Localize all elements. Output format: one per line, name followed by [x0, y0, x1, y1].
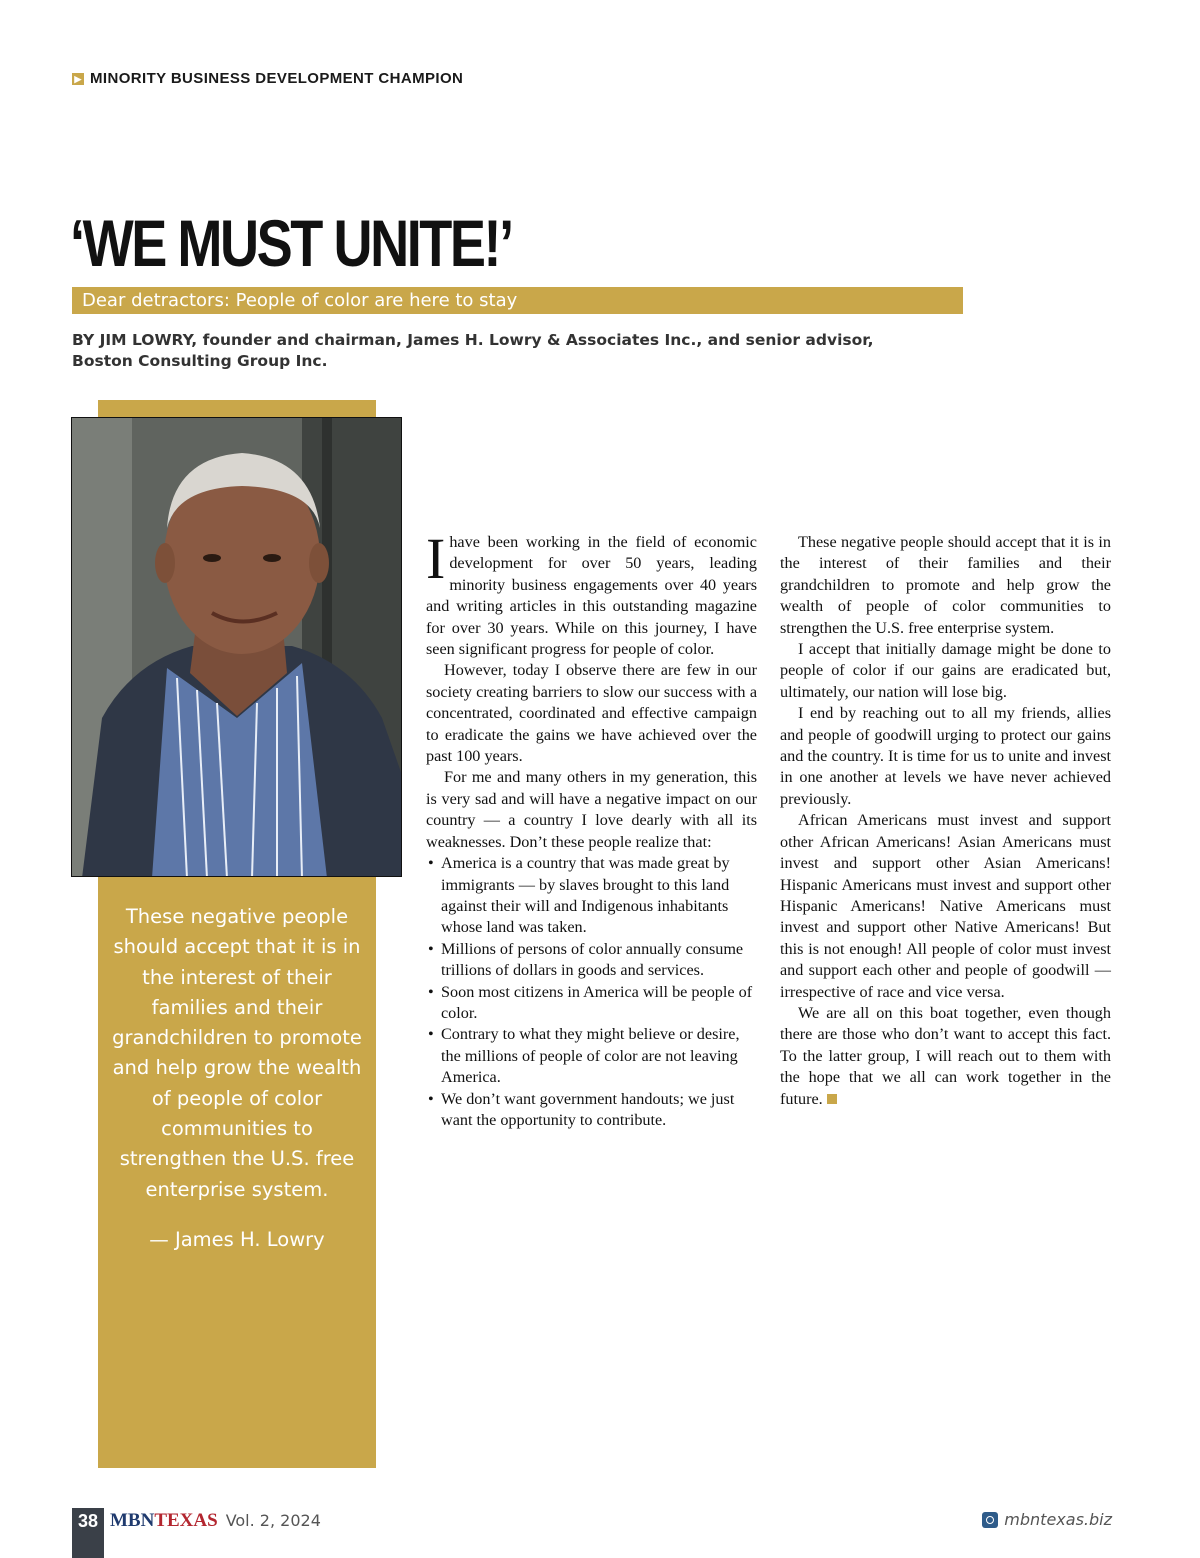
footer-website[interactable]	[982, 1510, 1112, 1529]
arrow-right-box-icon: ▶	[72, 73, 84, 85]
pullquote-text: These negative people should accept that it is in the interest of their families and their grandchildren to promote and help grow the wealth of people of color communities to strengthen the U.S. free enterprise system.	[112, 905, 362, 1201]
subhead: Dear detractors: People of color are here to stay	[72, 287, 963, 314]
list-item: • Contrary to what they might believe or desire, the millions of people of color are not leaving America.	[426, 1024, 757, 1088]
portrait-photo-icon	[71, 417, 402, 877]
paragraph: However, today I observe there are few in our society creating barriers to slow our success with a concentrated, coordinated and effective campaign to eradicate the gains we have achieved over the past 100 years.	[426, 661, 757, 766]
paragraph: For me and many others in my generation, this is very sad and will have a negative impact on our country — a country I love dearly with all its weaknesses. Don’t these people realize that:	[426, 768, 757, 851]
dropcap: I	[426, 526, 446, 591]
paragraph: These negative people should accept that it is in the interest of their families and their grandchildren to promote and help grow the wealth of people of color communities to strengthen the U.S. free enterprise system.	[780, 533, 1111, 637]
headline: ‘WE MUST UNITE!’	[70, 206, 512, 280]
footer-left	[72, 1508, 321, 1558]
globe-icon	[982, 1512, 998, 1528]
section-label	[72, 70, 463, 87]
paragraph: African Americans must invest and support other African Americans! Asian Americans must invest and support other Asian Americans! Hispanic Americans must invest and support other Hispanic Americans! Native Americans must invest and support other Native Americans! But this is not enough! All people of color must invest and support each other and people of goodwill — irrespective of race and vice versa.	[780, 811, 1111, 1001]
end-mark-icon	[827, 1094, 837, 1104]
paragraph: I end by reaching out to all my friends, allies and people of goodwill urging to protect our gains and the country. It is time for us to unite and invest in one another at levels we have never achieved previously.	[780, 704, 1111, 808]
list-item: • Millions of persons of color annually consume trillions of dollars in goods and services.	[426, 939, 757, 982]
section-label-text: MINORITY BUSINESS DEVELOPMENT CHAMPION	[90, 70, 464, 87]
page-number: 38	[72, 1508, 104, 1558]
list-item: • America is a country that was made great by immigrants — by slaves brought to this land against their will and Indigenous inhabitants whose land was taken.	[426, 853, 757, 939]
website-link[interactable]: mbntexas.biz	[1004, 1510, 1112, 1529]
paragraph: Ihave been working in the field of economic development for over 50 years, leading minority business engagements over 40 years and writing articles in this outstanding magazine for over 30 years. While on this journey, I have seen significant progress for people of color.	[426, 526, 757, 659]
paragraph: I accept that initially damage might be done to people of color if our gains are eradicated but, ultimately, our nation will lose big.	[780, 640, 1111, 701]
volume-label: Vol. 2, 2024	[225, 1511, 321, 1530]
list-item: • Soon most citizens in America will be people of color.	[426, 982, 757, 1025]
article-column-1	[426, 526, 757, 1131]
byline: BY JIM LOWRY, founder and chairman, James H. Lowry & Associates Inc., and senior advisor, Boston Consulting Group Inc.	[72, 331, 874, 370]
pullquote	[108, 902, 366, 1255]
bullet-list	[426, 853, 757, 1131]
article-column-2	[780, 532, 1111, 1110]
magazine-logo: MBNTEXAS	[110, 1510, 218, 1531]
paragraph: We are all on this boat together, even though there are those who don’t want to accept this fact. To the latter group, I will reach out to them with the hope that we all can work together in the future.	[780, 1003, 1111, 1108]
list-item: • We don’t want government handouts; we just want the opportunity to contribute.	[426, 1089, 757, 1132]
pullquote-attribution: — James H. Lowry	[149, 1227, 325, 1251]
